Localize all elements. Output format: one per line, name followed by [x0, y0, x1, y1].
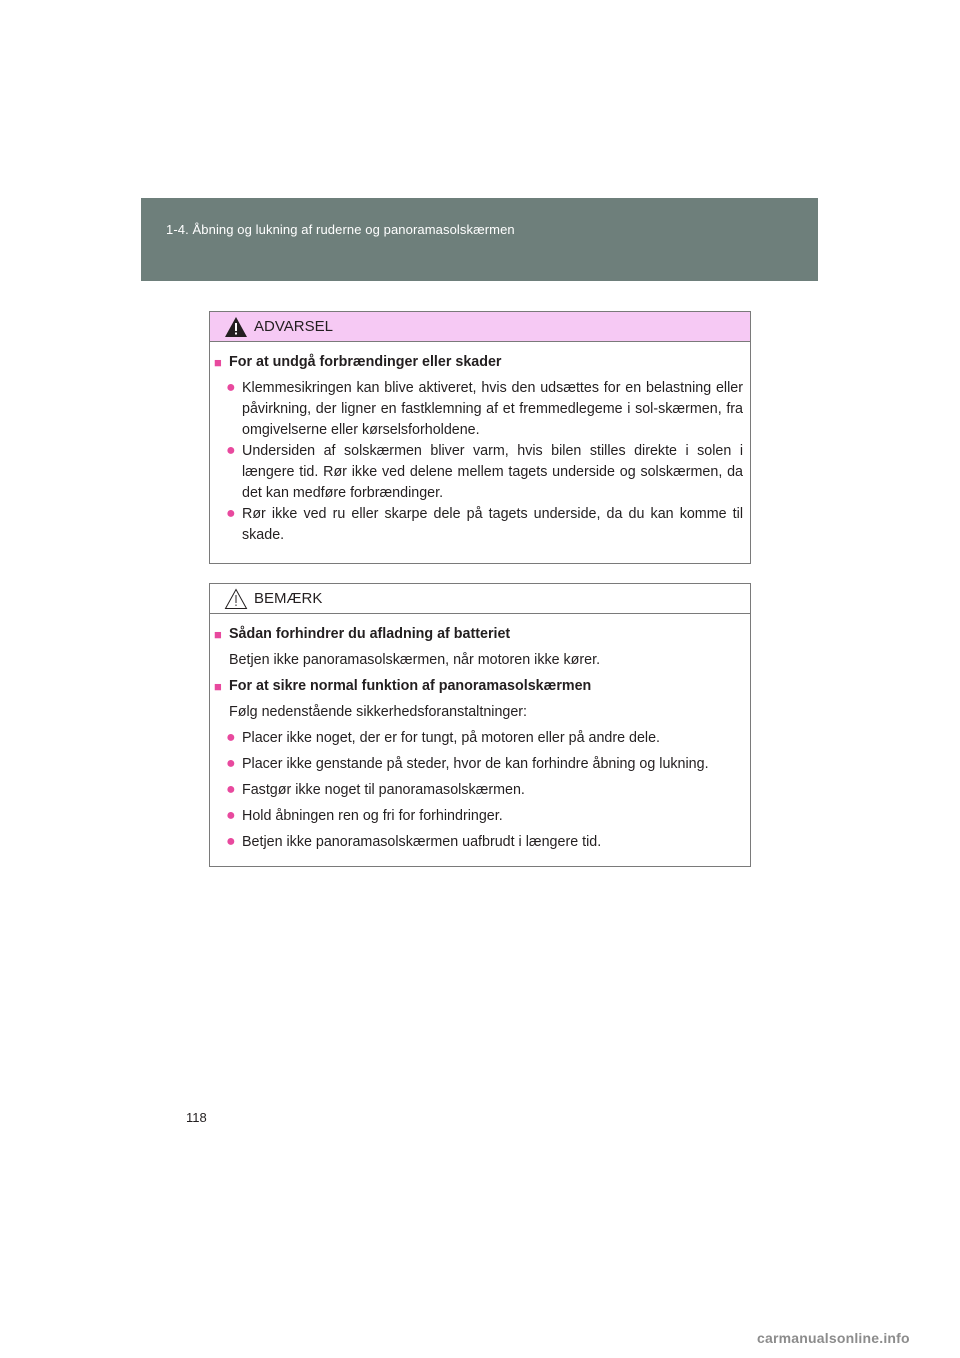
notice-bullet: ● Placer ikke noget, der er for tungt, på motoren eller på andre dele. — [226, 729, 661, 746]
notice-text-2: Følg nedenstående sikkerhedsforanstaltninger: — [229, 704, 528, 720]
notice-heading-2: ■ For at sikre normal funktion af panoramasolskærmen — [214, 676, 744, 697]
warning-header — [210, 312, 750, 342]
circle-bullet-icon: ● — [226, 781, 236, 798]
notice-box — [209, 583, 751, 867]
circle-bullet-icon: ● — [226, 833, 236, 850]
notice-text-1: Betjen ikke panoramasolskærmen, når motoren ikke kører. — [229, 652, 601, 668]
notice-heading-1: ■ Sådan forhindrer du afladning af batteriet — [214, 624, 744, 645]
circle-bullet-icon: ● — [226, 755, 236, 772]
square-bullet-icon: ■ — [214, 627, 222, 642]
section-title: 1-4. Åbning og lukning af ruderne og panoramasolskærmen — [166, 222, 515, 237]
square-bullet-icon: ■ — [214, 679, 222, 694]
notice-header — [210, 584, 750, 614]
notice-bullet: ● Hold åbningen ren og fri for forhindringer. — [226, 807, 503, 824]
watermark: carmanualsonline.info — [757, 1330, 910, 1346]
caution-triangle-icon — [224, 588, 248, 610]
warning-box — [209, 311, 751, 564]
page-number: 118 — [186, 1110, 207, 1125]
section-header — [141, 198, 818, 281]
circle-bullet-icon: ● — [226, 379, 236, 396]
square-bullet-icon: ■ — [214, 355, 222, 370]
warning-triangle-icon — [224, 316, 248, 338]
circle-bullet-icon: ● — [226, 505, 236, 522]
notice-bullet: ● Placer ikke genstande på steder, hvor de kan forhindre åbning og lukning. — [226, 755, 709, 772]
circle-bullet-icon: ● — [226, 729, 236, 746]
warning-bullet: ● Undersiden af solskærmen bliver varm, hvis bilen stilles direkte i solen i længere tid. Rør ikke ved delene mellem tagets underside og solskærmen, da det kan medføre forbrændinger. — [226, 442, 743, 501]
warning-label: ADVARSEL — [254, 318, 333, 335]
notice-bullet: ● Fastgør ikke noget til panoramasolskærmen. — [226, 781, 525, 798]
warning-heading: ■ For at undgå forbrændinger eller skader — [214, 352, 744, 373]
notice-label: BEMÆRK — [254, 590, 323, 607]
warning-bullet: ● Rør ikke ved ru eller skarpe dele på tagets underside, da du kan komme til skade. — [226, 505, 743, 543]
notice-bullet: ● Betjen ikke panoramasolskærmen uafbrudt i længere tid. — [226, 833, 602, 850]
warning-bullet: ● Klemmesikringen kan blive aktiveret, hvis den udsættes for en belastning eller påvirkning, der ligner en fastklemning af et fremmedlegeme i sol-skærmen, fra omgivelserne eller kørselsforholdene. — [226, 379, 743, 438]
circle-bullet-icon: ● — [226, 807, 236, 824]
circle-bullet-icon: ● — [226, 442, 236, 459]
